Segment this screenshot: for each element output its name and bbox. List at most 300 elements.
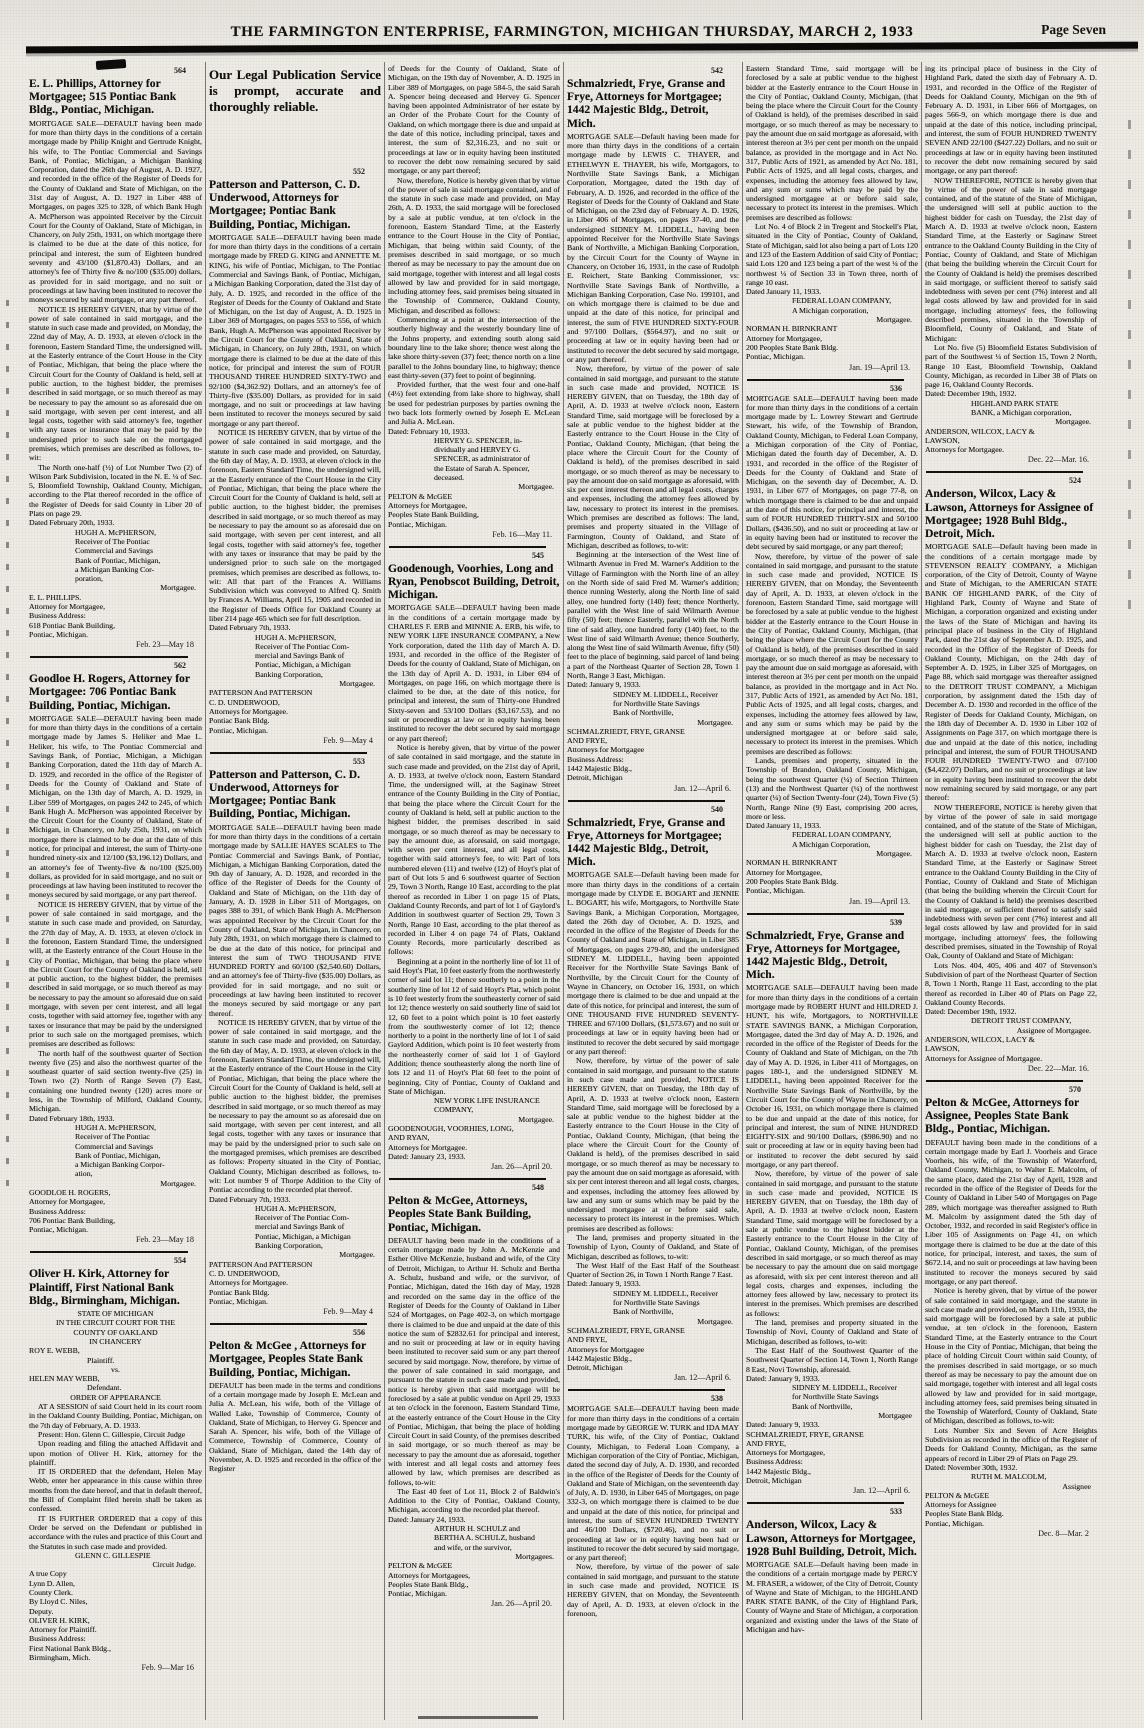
caption-party-role: Plaintiff.	[87, 1355, 115, 1365]
notice-paragraph: Lot No. 4 of Block 2 in Tregent and Stockell's Plat, situated in the City of Pontiac, County of Oakland, State of Michigan, said lot also being a part of Lots 120 and 123 of the Eastern Addition of said City of Pontiac; said Lots 120 and 123 being a part of the west ¼ of the northwest ¼ of Section 33 in Town three, north of range 10 east.	[746, 222, 918, 287]
notice-paragraph: Dated: November 30th, 1932.	[925, 1462, 1018, 1472]
notice-number: 536	[890, 383, 902, 393]
notice-paragraph: Now, therefore, Notice is hereby given that by virtue of the power of sale in said mortgage contained, and of the statute in such case made and provided, on May 26th, A. D. 1933, the said mortgage will be foreclosed by a sale at public vendue, at ten o'clock in the forenoon, Eastern Standard Time, at the Easterly entrance to the Court House in the City of Pontiac, Michigan, that being within said County, of the premises described in said mortgage, or so much thereof as may be necessary to pay the amount due on said mortgage, together with interest and all legal costs allowed by law and provided for in said mortgage, including attorney fees, said premises being situated in the Township of Commerce, Oakland County, Michigan, and described as follows:	[388, 175, 560, 315]
attribution-block	[388, 1561, 560, 1598]
signature-line: mercial and Savings Bank of	[255, 1222, 345, 1232]
attribution-line: Detroit, Michigan	[746, 1476, 802, 1486]
notice-paragraph: Dated February 7th, 1933.	[209, 1194, 291, 1204]
notice-paragraph: Dated: February 10, 1933.	[388, 426, 470, 436]
attribution-line: Attorneys for Mortgagee.	[925, 445, 1005, 455]
signature-line: Banking Corporation,	[255, 669, 323, 679]
publication-dates: Jan. 26—April 20.	[491, 1162, 552, 1172]
signature-line: COMPANY,	[434, 1105, 474, 1115]
attribution-line: Attorneys for Mortgagee,	[388, 500, 468, 510]
notice-paragraph: Now, therefore, by virtue of the power of sale contained in said mortgage, and pursuant to the statute in such case made and provided, NOTICE IS HEREBY GIVEN, that on Monday, the Seventeenth day of April, A. D. 1933, at eleven o'clock in the forenoon, Eastern Standard Time, said mortgage will be foreclosed by a sale at public vendue to the highest bidder at the Easterly entrance to the Court House in the City of Pontiac, Oakland County, Michigan, (that being the place where the Circuit Court for the County of Oakland is held), of the premises described in said mortgage, or so much thereof as may be necessary to pay the amount due on said mortgage as aforesaid, with interest thereon at 3½ per cent per month on the unpaid balance, as provided in the mortgage and in Act No. 317, Public Acts of 1921, as amended by Act No. 181, Public Acts of 1925, and all legal costs, charges, and expenses, including the attorney fees allowed by law, and any sum or sums which may be paid by the undersigned mortgagee at or before said sale, necessary to protect its interest in the premises. Which premises are described as follows:	[746, 551, 918, 756]
signature-line: dividually and HERVEY G.	[434, 445, 521, 455]
column-4	[563, 62, 742, 1720]
signature-role: Mortgagee.	[697, 1316, 733, 1326]
publication-dates: Dec. 22—Mar. 16.	[1027, 455, 1089, 465]
notice-paragraph: Dated: December 19th, 1932.	[925, 1007, 1017, 1017]
notice-paragraph: Dated February 7th, 1933.	[209, 623, 291, 633]
notice-paragraph: MORTGAGE SALE—DEFAULT having been made for more than thirty days in the conditions of a certain mortgage made by GEORGE W. TURK and IDA MAY TURK, his wife, of the City of Pontiac, Oakland County, Michigan, to Federal Loan Company, a Michigan corporation of the City of Pontiac, Michigan, dated the second day of July, A. D. 1930, and recorded in the office of the Register of Deeds for the County of Oakland and State of Michigan, on the seventeenth day of July, A. D. 1930, in Liber 645 of Mortgages, on page 332-3, on which mortgage there is claimed to be due and unpaid at the date of this notice, for principal and interest, the sum of SEVEN HUNDRED TWENTY and 46/100 Dollars, ($720.46), and no suit or proceeding at law or in equity having been had or instituted to recover the debt secured by said mortgage, or any part thereof;	[567, 1404, 739, 1563]
notice-number: 539	[890, 917, 902, 927]
publication-dates: Jan. 12—April 6.	[674, 1373, 731, 1383]
header-rule	[26, 42, 1138, 54]
attribution-block	[209, 1260, 381, 1306]
notice-heading: Schmalzriedt, Frye, Granse and Frye, Attorneys for Mortgagee, 1442 Majestic Bldg., Detroit, Mich.	[746, 928, 905, 982]
signature-role: Mortgagee.	[518, 482, 554, 492]
notice-paragraph: MORTGAGE SALE—DEFAULT having been made in the conditions of a certain mortgage made by CHARLES F. ERB and MINNIE A. ERB, his wife, to NEW YORK LIFE INSURANCE COMPANY, a New York corporation, dated the 11th day of March A. D. 1931, and recorded in the office of the Register of Deeds for the county of Oakland, State of Michigan, on the 13th day of April A. D. 1931, in Liber 694 of Mortgages, on page 166, on which mortgage there is claimed to be due, at the date of this notice, for principal and interest, the sum of Thirty-one Hundred Sixty-seven and 53/100 Dollars ($3,167.53), and no suit or proceedings at law or in equity having been instituted to recover the debt secured by said mortgage or any part thereof;	[388, 603, 560, 743]
attribution-block	[388, 1124, 560, 1161]
attribution-block	[925, 1035, 1097, 1063]
notice-paragraph: The north half of the southwest quarter of Section twenty five (25) and also the northwest quarter of the southeast quarter of said section twenty-five (25) in Town two (2) North of Range Seven (7) East, containing one hundred twenty (120) acres more or less, in the Township of Milford, Oakland County, Michigan.	[29, 1048, 202, 1114]
notice-paragraph: Now, therefore, by virtue of the power of sale contained in said mortgage, and pursuant to the statute in such case made and provided, NOTICE IS HEREBY GIVEN, that on Tuesday, the 18th day of April, A. D. 1933 at twelve o'clock noon, Eastern Standard Time, said mortgage will be foreclosed by a sale at public vendue to the highest bidder at the Easterly entrance to the Court House in the City of Pontiac, Oakland County, Michigan, (that being the place where the Circuit Court for the County of Oakland is held), of the premises described in said mortgage, or so much thereof as may be necessary to pay the amount due on said mortgage as aforesaid, with six per cent interest thereon and all legal costs, charges, and expenses, including the attorney fees allowed by law and any sum or sums which may be paid by the undersigned mortgagee at or before said sale, necessary to protect its interest in the premises. Which premises are described as follows:	[567, 1056, 739, 1233]
notice-heading: Schmalzriedt, Frye, Granse and Frye, Attorneys for Mortgagee; 1442 Majestic Bldg., Detroit, Mich.	[567, 77, 726, 130]
signature-line: SIDNEY M. LIDDELL, Receiver	[613, 1288, 718, 1298]
attribution-line: Attorneys for Mortgagee.	[209, 706, 289, 716]
notice-paragraph: Provided further, that the west four and one-half (4½) feet extending from lake shore to highway, shall be used for pedestrian purposes by parties owning the two back lots formerly owned by Joseph E. McLean and Julia A. McLean.	[388, 380, 560, 427]
notice-heading: Oliver H. Kirk, Attorney for Plaintiff, First National Bank Bldg., Birmingham, Michigan.	[29, 1267, 180, 1307]
signature-line: HERVEY G. SPENCER, in-	[434, 435, 523, 445]
signature-line: for Northville State Savings	[613, 1298, 700, 1308]
signature-line: SPENCER, as administrator of	[434, 454, 530, 464]
attribution-block	[209, 688, 381, 734]
notice-paragraph: Lands, premises and property, situated in the Township of Brandon, Oakland County, Michigan, being the southwest Quarter (¼) of Section Thirteen (13) and the Northwest Quarter (¼) of the northwest quarter (¼) of Section Twenty-four (24), Town Five (5) North, Range Nine (9) East, comprising 200 acres, more or less.	[746, 756, 918, 821]
signature-role: Mortgagee.	[876, 849, 912, 859]
signature-block	[746, 1383, 918, 1420]
attribution-line: Pontiac, Michigan.	[29, 1225, 88, 1235]
notice-paragraph: NOW THEREFORE, NOTICE is hereby given that by virtue of the power of sale in said mortgage contained, and of the statute of the State of Michigan, the undersigned will sell at public auction to the highest bidder for cash on Tuesday, the 21st day of March A. D. 1933 at twelve o'clock noon, Eastern Standard Time, at the Easterly or Saginaw Street entrance to the Oakland County Building in the City of Pontiac, County of Oakland, and State of Michigan (that being the building wherein the Circuit Court for the County of Oakland is held) the premises described in said mortgage, or sufficient thereof to satisfy said indebtedness with seven per cent (7%) interest and all legal costs allowed by law and provided for in said mortgage, including attorneys' fees, the following described premises, situated in the Township of Bloomfield, County of Oakland, and State of Michigan:	[925, 175, 1097, 343]
notice-heading: Anderson, Wilcox, Lacy & Lawson, Attorneys for Assignee of Mortgagee; 1928 Buhl Bldg., Detroit, Mich.	[925, 487, 1094, 541]
attribution-line: A true Copy	[29, 1569, 67, 1579]
notice-paragraph: Lots Nos. 404, 405, 406 and 407 of Stevenson's Subdivision of part of the Northeast Quarter of Section 8, Town 1 North, Range 11 East, according to the plat thereof as recorded in Liber 40 of Plats on Page 22, Oakland County Records.	[925, 960, 1097, 1007]
attribution-block	[388, 492, 560, 529]
notice-paragraph: Dated February 20th, 1933.	[29, 518, 115, 528]
attribution-line: Business Address:	[746, 1457, 803, 1467]
notice-paragraph: Notice is hereby given, that by virtue of the power of sale contained in said mortgage, and the statute in such case made and provided, on March 11th, 1933, the said mortgage will be foreclosed by a sale at public vendue, at ten o'clock in the forenoon, Eastern Standard Time, at the Easterly entrance to the Court House in the City of Pontiac, Michigan, that being the place of holding Circuit Court within said County, of the premises described in said mortgage, or so much thereof as may be necessary to pay the amount due on said mortgage, together with interest and all legal costs allowed by law and provided for in said mortgage, including attorney fees, said premises being situated in the Township of Waterford, County of Oakland, State of Michigan, described as follows, to-wit:	[925, 1286, 1097, 1426]
attribution-line: PELTON & McGEE	[388, 491, 453, 501]
signature-line: a Michigan Banking Cor-	[75, 564, 155, 574]
signature-line: poration,	[75, 574, 103, 584]
notice-paragraph: ing its principal place of business in the City of Highland Park, dated the sixth day of February A. D. 1931, and recorded in the Office of the Register of Deeds for Oakland County, Michigan on the 9th of February A. D. 1931, in Liber 666 of Mortgages, on pages 566-9, on which mortgage there is due and unpaid at the date of this notice, including principal, and interest, the sum of FOUR HUNDRED TWENTY SEVEN AND 22/100 ($427.22) Dollars, and no suit or proceedings at law or in equity having been instituted to recover the debt now remaining secured by said mortgage, or any part thereof:	[925, 64, 1097, 176]
attribution-block	[925, 427, 1097, 455]
attribution-line: AND FRYE,	[567, 1335, 608, 1345]
signature-role: Mortgagee.	[876, 315, 912, 325]
signature-line: HUGH A. McPHERSON,	[75, 527, 157, 537]
attribution-block	[925, 1491, 1097, 1528]
notice-divider	[389, 546, 546, 548]
attribution-line: Pontiac Bank Bldg.	[209, 1287, 270, 1297]
caption-line: STATE OF MICHIGAN	[77, 1309, 154, 1319]
signature-line: SIDNEY M. LIDDELL, Receiver	[792, 1383, 897, 1393]
notice-paragraph: of Deeds for the County of Oakland, State of Michigan, on the 19th day of November, A. D. 1925 in Liber 389 of Mortgages, on page 584-5, the said Sarah A. Spencer being deceased and Hervey G. Spencer having been appointed Administrator of her estate by an Order of the Probate Court for the County of Oakland, on which mortgage there is due and unpaid at the date of this notice, including principal, taxes and interest, the sum of $2,316.23, and no suit or proceedings at law or in equity having been instituted to recover the debt now remaining secured by said mortgage, or any part thereof;	[388, 64, 560, 176]
signature-block	[209, 1204, 381, 1260]
attribution-line: ANDERSON, WILCOX, LACY &	[925, 426, 1035, 436]
signature-line: for Northville State Savings	[792, 1392, 879, 1402]
attribution-line: Attorney for Mortgagee,	[746, 867, 823, 877]
signature-line: Bank of Northville,	[613, 708, 674, 718]
notice-paragraph: Dated: January 24, 1933.	[388, 1514, 466, 1524]
notice-divider	[210, 752, 367, 754]
attribution-line: 1442 Majestic Bldg.,	[567, 764, 633, 773]
signature-line: a Michigan Banking Corpor-	[75, 1160, 165, 1170]
attribution-line: Pontiac, Michigan.	[209, 1296, 268, 1306]
notice-paragraph: Eastern Standard Time, said mortgage will be foreclosed by a sale at public vendue to the highest bidder at the Easterly entrance to the Court House in the City of Pontiac, Oakland County, Michigan, (that being the place where the Circuit Court for the County of Oakland is held), of the premises described in said mortgage, or so much thereof as may be necessary to pay the amount due on said mortgage as aforesaid, with interest thereon at 3½ per cent per month on the unpaid balance, as provided in the mortgage and in Act No. 317, Public Acts of 1921, as amended by Act No. 181, Public Acts of 1925, and all legal costs, charges, and expenses, including the attorney fees allowed by law, and any sum or sums which may be paid by the undersigned mortgagee at or before said sale, necessary to protect its interest in the premises. Which premises are described as follows:	[746, 64, 918, 222]
notice-divider	[568, 800, 725, 802]
notice-paragraph: MORTGAGE SALE—DEFAULT having been made for more than thirty days in the conditions of a certain mortgage made by SALLIE HAYES SCALES to The Pontiac Commercial and Savings Bank, of Pontiac, Michigan, a Michigan Banking Corporation, dated the 9th day of January, A. D. 1928, and recorded in the office of the Register of Deeds for the County of Oakland and State of Michigan, on the 11th day of January, A. D. 1928 in Liber 511 of Mortgages, on pages 388 to 391, of which Bank Hugh A. McPherson was appointed Receiver by the Circuit Court for the County of Oakland, State of Michigan, in Chancery, on July 28th, 1931, on which mortgage there is claimed to be due at the date of this notice, for principal and interest the sum of TWO THOUSAND FIVE HUNDRED FORTY and 60/100 ($2,540.60) Dollars, and an attorney's fee of Thirty-five ($35.00) Dollars, as provided for in said mortgage, and no suit or proceedings at law having been instituted to recover the moneys secured by said mortgage or any part thereof.	[209, 822, 381, 1018]
notice-heading: Pelton & McGee, Attorneys, Peoples State Bank Building, Pontiac, Michigan.	[388, 1194, 532, 1234]
signature-line: deceased.	[434, 473, 465, 483]
attribution-line: Detroit, Michigan	[567, 773, 623, 783]
attribution-line: Attorneys for Mortgagee	[567, 745, 645, 755]
attribution-line: LAWSON,	[925, 435, 960, 445]
notice-paragraph: Present: Hon. Glenn C. Gillespie, Circuit Judge	[38, 1429, 186, 1439]
signature-line: Commercial and Savings	[75, 546, 153, 556]
notice-heading: Goodloe H. Rogers, Attorney for Mortgagee: 706 Pontiac Bank Building, Pontiac, Michigan.	[29, 672, 190, 712]
signature-block	[925, 1472, 1097, 1491]
notice-paragraph: Dated: January 9, 1933.	[746, 1420, 820, 1430]
attribution-line: Attorneys for Mortgagee,	[746, 1448, 826, 1458]
notice-paragraph: Beginning at a point in the northerly line of lot 11 of said Hoyt's Plat, 10 feet easterly from the northwesterly corner of said lot 11; thence southerly to a point in the southerly line of lot 12 of said Hoyt's Plat, which point is 10 feet westerly from the southeasterly corner of said lot 12; thence westerly on said southerly line of said lot 12, 60 feet to a point which point is 10 feet easterly from the southwesterly corner of lot 12; thence northerly to a point in the northerly line of lot 1 of said Gaylord Addition, which point is 10 feet westerly from the northeasterly corner of said lot 1 of Gaylord Addition; thence southeasterly along the north line of lots 12 and 11 of Hoyt's Plat 60 feet to the point of beginning, City of Pontiac, County of Oakland and State of Michigan.	[388, 956, 560, 1096]
page-header	[0, 0, 1144, 56]
column-5	[742, 62, 921, 1720]
signature-block	[567, 1289, 739, 1326]
attribution-line: Attorneys for Mortgagees,	[388, 1570, 471, 1580]
notice-divider	[30, 656, 188, 658]
notice-paragraph: MORTGAGE SALE—DEFAULT having been made for more than thirty days in the conditions of a certain mortgage made by L. Lowrey Stewart and Gertrude Stewart, his wife, of the Township of Brandon, Oakland County, Michigan, to Federal Loan Company, a Michigan corporation of the City of Pontiac, Michigan dated the fourth day of December, A. D. 1931, and recorded in the office of the Register of Deeds for the County of Oakland and State of Michigan, on the seventh day of December, A. D. 1931, in Liber 677 of Mortgages, on page 77-8, on which mortgage there is claimed to be due and unpaid at the date of this notice, for principal and interest, the sum of FOUR HUNDRED THIRTY-SIX and 50/100 Dollars, ($436.50), and no suit or proceeding at law or in equity having been had or instituted to recover the debt secured by said mortgage, or any part thereof;	[746, 393, 918, 552]
signature-line: for Northville State Savings	[613, 698, 700, 708]
notice-paragraph: NOTICE IS HEREBY GIVEN, that by virtue of the power of sale contained in said mortgage, and the statute in such case made and provided, on Saturday, the 6th day of May, A. D. 1933, at eleven o'clock in the forenoon, Eastern Standard Time, the undersigned will, at the Easterly entrance of the Court House in the City of Pontiac, Michigan, that being the place where the Circuit Court for the County of Oakland is held, sell at public auction to the highest bidder, the premises described in said mortgage, or so much thereof as may be necessary to pay the amount so as aforesaid due on said mortgage, with seven per cent interest, and all legal costs, together with any taxes or insurance that may be paid by the undersigned prior to such sale on the mortgaged premises, which premises are described as follows: Property situated in the City of Pontiac, Oakland County, Michigan described as follows, to-wit: Lot number 9 of Thorpe Addition to the City of Pontiac according to the recorded plat thereof.	[209, 1017, 381, 1195]
signature-line: FEDERAL LOAN COMPANY,	[792, 296, 892, 306]
notice-paragraph: DEFAULT having been made in the conditions of a certain mortgage made by John A. McKenzie and Esther Olive McKenzie, husband and wife, of the City of Detroit, Michigan, to Arthur H. Schulz and Bertha A. Schulz, husband and wife, or the survivor, of Pontiac, Michigan, dated the 16th day of May, 1928 and recorded on the same day in the office of the Register of Deeds for the County of Oakland in Liber 524 of Mortgages, on Page 402-3, on which mortgage there is claimed to be due and unpaid at the date of this notice the sum of $2832.61 for principal and interest, and no suit or proceeding at law or in equity having been instituted to recover said sum or any part thereof secured by said mortgage. Now, therefore, by virtue of the power of sale contained in said mortgage, and pursuant to the statute in such case made and provided, notice is hereby given that said mortgage will be foreclosed by a sale at public vendue on April 29, 1933 at ten o'clock in the forenoon, Eastern Standard Time, at the easterly entrance of the Court House in the City of Pontiac, Michigan, that being the place of holding Circuit Court in said County, of the premises described in said mortgage, or so much thereof as may be necessary to pay the amount due as aforesaid, together with interest and all legal costs and attorney fees allowed by law, which premises are described as follows, to-wit:	[388, 1235, 560, 1487]
attribution-line: Pontiac, Michigan.	[388, 519, 447, 529]
attribution-line: Dated: January 23, 1933.	[388, 1151, 466, 1161]
attribution-line: Pontiac Bank Bldg.	[209, 716, 270, 726]
notice-number: 545	[532, 550, 544, 560]
attribution-line: 200 Peoples State Bank Bldg.	[746, 876, 839, 886]
notice-paragraph: Now, therefore, by virtue of the power of sale contained in said mortgage, and pursuant to the statute in such case made and provided, NOTICE IS HEREBY GIVEN, that on Monday, the Seventeenth day of April, A. D. 1933, at eleven o'clock in the forenoon,	[567, 1562, 739, 1618]
signature-line: Pontiac, Michigan, a Michigan	[255, 1231, 351, 1241]
notice-paragraph: The East 40 feet of Lot 11, Block 2 of Baldwin's Addition to the City of Pontiac, Oakland County, Michigan, according to the recorded plat thereof.	[388, 1486, 560, 1515]
signature-line: DETROIT TRUST COMPANY,	[971, 1016, 1072, 1026]
signature-block	[388, 1096, 560, 1124]
column-6	[921, 62, 1100, 1720]
signature-role: Circuit Judge.	[152, 1560, 196, 1570]
attribution-line: Attorneys for Assignee	[925, 1500, 997, 1510]
notice-paragraph: HELEN MAY WEBB,	[29, 1374, 100, 1384]
notice-paragraph: ROY E. WEBB,	[29, 1346, 80, 1356]
notice-heading: Schmalzriedt, Frye, Granse and Frye, Attorneys for Mortgagee; 1442 Majestic Bldg., Detroit, Mich.	[567, 815, 726, 869]
notice-divider	[568, 1389, 725, 1391]
notice-paragraph: Dated February 18th, 1933.	[29, 1113, 115, 1123]
signature-line: mercial and Savings Bank of	[255, 651, 345, 661]
signature-line: Commercial and Savings	[75, 1141, 153, 1151]
attribution-line: Lynn D. Allen,	[29, 1578, 75, 1588]
attribution-line: SCHMALZRIEDT, FRYE, GRANSE	[567, 1325, 685, 1335]
notice-number: 524	[1069, 476, 1081, 486]
signature-line: Receiver of The Pontiac Com-	[255, 641, 350, 651]
signature-line: and wife, or the survivor,	[434, 1542, 512, 1552]
signature-line: HIGHLAND PARK STATE	[971, 398, 1059, 408]
page-number-label: Page Seven	[1041, 22, 1106, 37]
attribution-line: Attorneys for Mortgagee.	[388, 1142, 468, 1152]
notice-paragraph: Beginning at the intersection of the West line of Wilmarth Avenue in Fred M. Warner's Addition to the Village of Farmington with the North line of an alley on the North side of said Fred M. Warner's addition; thence running Westerly, along the North line of said alley, one hundred forty (140) feet; thence Northerly, parallel with the West line of said Wilmarth Avenue fifty (50) feet; thence Easterly, parallel with the North line of said alley, one hundred forty (140) feet, to the West line of said Wilmarth Avenue; thence Southerly, along the West line of said Wilmarth Avenue, fifty (50) feet to the place of beginning, said parcel of land being a part of the Northeast Quarter of Section 28, Town 1 North, Range 3 East, Michigan.	[567, 550, 739, 681]
publication-dates: Feb. 23—May 18	[136, 640, 194, 650]
notice-number: 562	[174, 661, 186, 671]
notice-paragraph: Now, therefore, by virtue of the power of sale contained in said mortgage, and pursuant to the statute in such case made and provided, NOTICE IS HEREBY GIVEN, that on Tuesday, the 18th day of April, A. D. 1933 at twelve o'clock noon, Eastern Standard Time, said mortgage will be foreclosed by a sale at public vendue to the highest bidder at the Easterly entrance to the Court House in the City of Pontiac, Oakland County, Michigan, (that being the place where the Circuit Court for the County of Oakland is held), of the premises described in said mortgage, or so much thereof as may be necessary to pay the amount due on said mortgage as aforesaid, with six per cent interest thereon and all legal costs, charges and expenses, including the attorney fees allowed by law, necessary to protect its interest in the premises. Which premises are described as follows: The land, premises and property situated in the Village of Farmington, County of Oakland, and State of Michigan, described as follows, to-wit:	[567, 364, 739, 550]
notice-number: 556	[353, 1328, 365, 1338]
notice-paragraph: The land, premises and property situated in the Township of Lyon, County of Oakland, and State of Michigan, described as follows, to-wit:	[567, 1232, 739, 1261]
notice-paragraph: MORTGAGE SALE—DEFAULT having been made for more than thirty days in the conditions of a certain mortgage made by ROBERT HUNT and HILDRED J. HUNT, his wife, Mortgagors, to NORTHVILLE STATE SAVINGS BANK, a Michigan Corporation, Mortgagee, dated the 3rd day of May A. D. 1926, and recorded in the office of the Register of Deeds for the County of Oakland and State of Michigan, on the 7th day of May A. D. 1926, in Liber 411 of Mortgages, on pages 180-1, and the undersigned SIDNEY M. LIDDELL, having been appointed Receiver for the Northville State Savings Bank of Northville, by the Circuit Court for the County of Wayne in Chancery, on October 16, 1931, on which mortgage there is claimed to be due and unpaid at the date of this notice, for principal and interest, the sum of NINE HUNDRED EIGHTY-SIX and 90/100 Dollars, ($986.90) and no suit or proceeding at law or in equity having been had or instituted to recover the debt secured by said mortgage, or any part thereof.	[746, 983, 918, 1169]
attribution-block	[746, 1430, 918, 1486]
notice-paragraph: MORTGAGE SALE—Default having been made in the conditions of a certain mortgage made by PERCY M. FRASER, a widower, of the City of Detroit, County of Wayne and State of Michigan, to the HIGHLAND PARK STATE BANK, of the City of Highland Park, County of Wayne and State of Michigan, a corporation organized and existing under the laws of the State of Michigan and hav-	[746, 1559, 918, 1635]
signature-line: Banking Corporation,	[255, 1241, 323, 1251]
attribution-line: 200 Peoples State Bank Bldg.	[746, 342, 839, 352]
attribution-line: Pontiac, Michigan.	[209, 725, 268, 735]
spacer	[209, 119, 381, 165]
signature-role: Assignee	[1062, 1481, 1091, 1491]
attribution-line: 706 Pontiac Bank Building,	[29, 1215, 116, 1225]
publication-dates: Feb. 23—May 18	[136, 1235, 194, 1245]
caption-line: IN THE CIRCUIT COURT FOR THE	[55, 1318, 176, 1328]
signature-line: FEDERAL LOAN COMPANY,	[792, 830, 892, 840]
signature-line: A Michigan Corporation,	[792, 839, 871, 849]
attribution-line: First National Bank Bldg.,	[29, 1643, 111, 1653]
notice-paragraph: Lots Number Six and Seven of Acre Heights Subdivision as recorded in the office of the Register of Deeds for Oakland County, Michigan, as the same appears of record in Liber 29 of Plats on Page 29.	[925, 1425, 1097, 1463]
attribution-line: Pontiac, Michigan.	[29, 629, 88, 639]
signature-block	[925, 1016, 1097, 1035]
attribution-block	[29, 593, 202, 639]
attribution-line: 1442 Majestic Bldg.,	[746, 1466, 812, 1476]
attribution-line: AND RYAN,	[388, 1133, 430, 1143]
signature-line: NEW YORK LIFE INSURANCE	[434, 1096, 540, 1106]
attribution-line: GOODENOUGH, VOORHIES, LONG,	[388, 1124, 514, 1134]
signature-line: the Estate of Sarah A. Spencer,	[434, 463, 530, 473]
signature-line: ARTHUR H. SCHULZ and	[434, 1524, 520, 1534]
notice-number: 554	[174, 1256, 186, 1266]
attribution-line: Attorney for Mortgagee,	[29, 1197, 106, 1207]
signature-line: HUGH A. McPHERSON,	[255, 632, 337, 642]
signature-block	[388, 436, 560, 492]
signature-block	[29, 1551, 202, 1570]
publication-dates: Jan. 19—April 13.	[849, 362, 910, 372]
attribution-line: Attorneys for Mortgagee.	[209, 1278, 289, 1288]
signature-block	[746, 830, 918, 858]
notice-paragraph: MORTGAGE SALE—DEFAULT having been made for more than thirty days in the conditions of a certain mortgage made by James S. Heliker and Mae L. Heliker, his wife, to The Pontiac Commercial and Savings Bank, of Pontiac, Michigan, a Michigan Banking Corporation, dated the 11th day of March A. D. 1929, and recorded in the office of the Register of Deeds for the County of Oakland and State of Michigan, on the 13th day of March, A. D. 1929, in Liber 599 of Mortgages, on pages 242 to 245, of which Bank Hugh A. McPherson was appointed Receiver by the Circuit Court for the County of Oakland, State of Michigan, in Chancery, on July 25th, 1931, on which mortgage there is claimed to be due at the date of this notice, for principal and interest, the sum of Thirty-one hundred ninety-six and 12/100 ($3,196.12) Dollars, and an attorney's fee of Twenty-five & no/100 ($25.00) dollars, as provided for in said mortgage, and no suit or proceedings at law having been instituted to recover the moneys secured by said mortgage, or any part thereof.	[29, 713, 202, 900]
signature-line: HUGH A. McPHERSON,	[75, 1122, 157, 1132]
notice-heading: Patterson and Patterson, C. D. Underwood, Attorneys for Mortgagee; Pontiac Bank Building, Pontiac, Michigan.	[209, 767, 361, 821]
attribution-block	[29, 1569, 202, 1662]
publication-dates: Jan. 12—April 6.	[853, 1486, 910, 1496]
attribution-line: Detroit, Michigan	[567, 1363, 623, 1373]
publication-dates: Jan. 12—April 6.	[674, 783, 731, 793]
signature-role: Mortgagee.	[697, 717, 733, 727]
promo-blurb: Our Legal Publication Service is prompt, accurate and thoroughly reliable.	[209, 67, 381, 114]
attribution-line: Pontiac, Michigan.	[746, 886, 805, 896]
notice-paragraph: Dated January 11, 1933.	[746, 287, 822, 297]
notice-paragraph: AT A SESSION of said Court held in its court room in the Oakland County Building, Pontiac, Michigan, on the 7th day of February, A. D. 1933.	[29, 1402, 202, 1430]
attribution-line: Pontiac, Michigan.	[388, 1589, 447, 1599]
attribution-line: NORMAN H. BIRNKRANT	[746, 324, 838, 334]
attribution-line: PELTON & McGEE	[388, 1561, 453, 1571]
notice-heading: Pelton & McGee, Attorneys for Assignee, Peoples State Bank Bldg., Pontiac, Michigan.	[925, 1095, 1079, 1136]
caption-line: vs.	[111, 1364, 120, 1374]
notice-paragraph: DEFAULT having been made in the conditions of a certain mortgage made by Earl J. Voorheis and Grace Voorheis, his wife, of the Township of Waterford, Oakland County, Michigan, to Walter E. Malcolm, of the same place, dated the 21st day of April, 1928 and recorded in the office of the Register of Deeds for the County of Oakland in Liber 540 of Mortgages on Page 289, which mortgage was thereafter assigned to Ruth M. Malcolm by assignment dated the 5th day of October, 1932, and recorded in said Register's office in Liber 105 of Assignments on Page 41, on which mortgage there is claimed to be due at the date of this notice, for principal, interest, and taxes, the sum of $672.14, and no suit or proceedings at law having been instituted to recover the moneys secured by said mortgage, or any part thereof.	[925, 1137, 1097, 1286]
notice-paragraph: NOTICE IS HEREBY GIVEN, that by virtue of the power of sale contained in said mortgage, and the statute in such case made and provided, on Saturday, the 6th day of May, A. D. 1933, at eleven o'clock in the forenoon, Eastern Standard Time, the undersigned will, at the Easterly entrance of the Court House in the City of Pontiac, Michigan, that being the place where the Circuit Court for the County of Oakland is held, sell at public auction, to the highest bidder, the premises described in said mortgage, or so much thereof as may be necessary to pay the amount so as aforesaid due on said mortgage, with seven per cent interest, and all legal costs, together with said attorney's fee, together with any taxes or insurance that may be paid by the undersigned prior to such sale on the mortgaged premises, which premises are described as follows, to-wit: All that part of the Frances A. Williams Subdivision which was conveyed to Alfred Q. Smith by Frances A. Williams, April 15, 1905 and recorded in the Register of Deeds Office for Oakland County at liber 214 page 465 which see for full description.	[209, 428, 381, 623]
notice-number: 538	[711, 1394, 723, 1404]
signature-line: Bank of Northville,	[792, 1401, 853, 1411]
attribution-line: PATTERSON And PATTERSON	[209, 1259, 313, 1269]
publication-dates: Feb. 9—Mar 16	[141, 1663, 194, 1673]
signature-line: Receiver of The Pontiac	[75, 1132, 150, 1142]
attribution-line: 1442 Majestic Bldg.,	[567, 1353, 633, 1363]
signature-role: Mortgagee.	[518, 1114, 554, 1124]
notice-number: 542	[711, 66, 723, 75]
publication-dates: Jan. 26—April 20.	[491, 1599, 552, 1609]
signature-line: RUTH M. MALCOLM,	[971, 1472, 1047, 1482]
signature-line: A Michigan corporation,	[792, 305, 869, 315]
attribution-line: Business Address:	[29, 1206, 86, 1216]
notice-paragraph: NOW THEREFORE, NOTICE is hereby given that by virtue of the power of sale in said mortgage contained, and of the statute of the State of Michigan, the undersigned will sell at public auction to the highest bidder for cash on Tuesday, the 21st day of March A. D. 1933 at twelve o'clock noon, Eastern Standard Time, at the Easterly or Saginaw Street entrance to the Oakland County Building in the City of Pontiac, County of Oakland and State of Michigan (that being the building wherein the Circuit Court for the County of Oakland is held) the premises described in said mortgage, or sufficient thereof to satisfy said indebtedness with seven per cent (7%) interest and all legal costs allowed by law and provided for in said mortgage, including attorneys' fees, the following described premises, situated in the Township of Royal Oak, County of Oakland and State of Michigan:	[925, 802, 1097, 961]
notice-paragraph: IT IS FURTHER ORDERED that a copy of this Order be served on the Defendant or published in accordance with the rules and practice of this Court and the Statutes in such case made and provided.	[29, 1513, 202, 1551]
attribution-line: C. D. UNDERWOOD,	[209, 1268, 280, 1278]
signature-line: ation,	[75, 1169, 93, 1179]
notice-divider	[747, 379, 904, 381]
notice-paragraph: Upon reading and filing the attached Affidavit and upon motion of Oliver H. Kirk, attorney for the plaintiff.	[29, 1439, 202, 1467]
attribution-line: Business Address:	[29, 611, 86, 621]
attribution-line: Attorneys for Assignee of Mortgagee.	[925, 1053, 1043, 1063]
attribution-line: LAWSON,	[925, 1044, 960, 1054]
notice-number: 548	[532, 1183, 544, 1193]
notice-divider	[926, 471, 1083, 473]
signature-role: Mortgagee.	[339, 679, 375, 689]
attribution-line: Attorney for Plaintiff.	[29, 1625, 97, 1635]
column-2	[205, 62, 384, 1720]
attribution-line: PELTON & McGEE	[925, 1490, 990, 1500]
signature-role: Assignee of Mortgagee.	[1016, 1025, 1091, 1035]
attribution-line: Peoples State Bank Bldg.,	[388, 1579, 469, 1589]
signature-block	[746, 296, 918, 324]
attribution-line: ANDERSON, WILCOX, LACY &	[925, 1035, 1035, 1045]
notice-paragraph: IT IS ORDERED that the defendant, Helen May Webb, enter her appearance in this cause within three months from the date hereof, and that in default thereof, the Bill of Complaint filed herein shall be taken as confessed.	[29, 1467, 202, 1514]
publication-dates: Feb. 9—May 4	[323, 735, 373, 745]
publication-dates: Feb. 9—May 4	[323, 1307, 373, 1317]
attribution-line: Deputy.	[29, 1606, 54, 1616]
signature-block	[29, 528, 202, 593]
signature-role: Mortgagee.	[160, 1178, 196, 1188]
attribution-line: Business Address:	[29, 1634, 86, 1644]
notice-heading: Anderson, Wilcox, Lacy & Lawson, Attorneys for Mortgagee, 1928 Buhl Building, Detroit, Mich.	[746, 1518, 917, 1558]
notice-paragraph: NOTICE IS HEREBY GIVEN, that by virtue of the power of sale contained in said mortgage, and the statute in such case made and provided, on Monday, the 22nd day of May, A. D. 1933, at eleven o'clock in the forenoon, Eastern Standard Time, the undersigned will, at the Easterly entrance of the Court House in the City of Pontiac, Michigan, that being the place where the Circuit Court for the County of Oakland is held, sell at public auction, to the highest bidder, the premises described in said mortgage, or so much thereof as may be necessary to pay the amount so as aforesaid due on said mortgage, with seven per cent interest, and all legal costs, together with said attorney's fee, together with any taxes or insurance that may be paid by the undersigned prior to such sale on the mortgaged premises, which premises are described as follows, to-wit:	[29, 304, 202, 463]
attribution-line: E. L. PHILLIPS.	[29, 592, 82, 602]
notice-paragraph: Notice is hereby given, that by virtue of the power of sale contained in said mortgage, and the statute in such case made and provided, on the 21st day of April, A. D. 1933, at twelve o'clock noon, Eastern Standard Time, the undersigned will, at the Saginaw Street entrance of the County Building in the City of Pontiac, that being the place where the Circuit Court for the county of Oakland is held, sell at public auction to the highest bidder, the premises described in said mortgage, or so much thereof as may be necessary to pay the amount due, as aforesaid, on said mortgage, with seven per cent interest, and all legal costs, together with said attorney's fee, to wit: Part of lots numbered eleven (11) and twelve (12) of Hoyt's plat of part of Out lots 5 and 6 southwest quarter of Section 29, Town 3 North, Range 10 East, according to the plat thereof as recorded in Liber 1 on page 15 of Plats, Oakland County Records, and part of lot 1 of Gaylord's Addition in southwest quarter of Section 29, Town 3 North, Range 10 East, according to the plat thereof as recorded in Liber 4 on page 74 of Plats, Oakland County Records, more particularly described as follows:	[388, 742, 560, 957]
attribution-line: NORMAN H. BIRNKRANT	[746, 858, 838, 868]
notice-heading: Patterson and Patterson, C. D. Underwood, Attorneys for Mortgagee; Pontiac Bank Building, Pontiac, Michigan.	[209, 178, 361, 231]
notice-heading: Pelton & McGee , Attorneys for Mortgagee, Peoples State Bank Building, Pontiac, Michigan.	[209, 1339, 366, 1379]
attribution-block	[746, 858, 918, 895]
attribution-line: By Lloyd C. Niles,	[29, 1597, 88, 1607]
signature-role: Mortgagees.	[515, 1551, 554, 1561]
signature-line: Bank of Pontiac, Michigan,	[75, 1150, 161, 1160]
attribution-line: SCHMALZRIEDT, FRYE, GRANSE	[567, 726, 685, 736]
attribution-line: Business Address:	[567, 754, 624, 764]
notice-paragraph: MORTGAGE SALE—DEFAULT having been made for more than thirty days in the conditions of a certain mortgage made by Philip Knight and Gertrude Knight, his wife, to The Pontiac Commercial and Savings Bank, of Pontiac, Michigan, a Michigan Banking Corporation, dated the 26th day of August, A. D. 1927, and recorded in the office of the Register of Deeds for the County of Oakland and State of Michigan, on the 31st day of August, A. D. 1927 in Liber 488 of Mortgages, on pages 325 to 328, of which Bank Hugh A. McPherson was appointed Receiver by the Circuit Court for the County of Oakland, State of Michigan, in Chancery, on July 25th, 1931, on which mortgage there is claimed to be due at the date of this notice, for principal and interest, the sum of Eighteen hundred seventy and 43/100 ($1,870.43) Dollars, and an attorney's fee of Thirty five & no/100 ($35.00) dollars, as provided for in said mortgage, and no suit or proceedings at law having been instituted to recover the moneys secured by said mortgage, or any part thereof.	[29, 118, 202, 305]
notice-paragraph: Now, therefore, by virtue of the power of sale contained in said mortgage, and pursuant to the statute in such case made and provided, NOTICE IS HEREBY GIVEN, that on Tuesday, the 18th day of April, A. D. 1933 at twelve o'clock noon, Eastern Standard Time, said mortgage will be foreclosed by a sale at public vendue to the highest bidder at the Easterly entrance to the Court House in the City of Pontiac, Oakland County, Michigan, of the premises described in said mortgage, or so much thereof as may be necessary to pay the amount due on said mortgage as aforesaid, with six per cent interest thereon and all legal costs, charges and expenses, including the attorney fees allowed by law, necessary to protect its interest in the premises. Which premises are described as follows:	[746, 1169, 918, 1318]
notice-number: 533	[890, 1507, 902, 1517]
attribution-line: Birmingham, Mich.	[29, 1653, 91, 1663]
notice-paragraph: MORTGAGE SALE—Default having been made for more than thirty days in the conditions of a certain mortgage made by LEWIS C. THAYER, and ETHELWYN E. THAYER, his wife, Mortgagors, to Northville State Savings Bank, a Michigan Corporation, Mortgagee, dated the 19th day of February, A. D. 1926, and recorded in the office of the Register of Deeds for the County of Oakland and State of Michigan, on the 23rd day of February A. D. 1926, in Liber 406 of Mortgages, on pages 37-40, and the undersigned SIDNEY M. LIDDELL, having been appointed Receiver for the Northville State Savings Bank of Northville, a Michigan Banking Corporation, by the Circuit Court for the County of Wayne in Chancery, on October 16, 1931, in the case of Rudolph E. Reichert, State Banking Commissioner, vs: Northville State Savings Bank of Northville, a Michigan Banking Corporation, Case No. 199101, and on which mortgage there is claimed to be due and unpaid at the date of this notice, for principal and interest, the sum of FIVE HUNDRED SIXTY-FOUR and 97/100 Dollars, ($564.97), and no suit or proceeding at law or in equity having been had or instituted to recover the debt secured by said mortgage, or any part thereof.	[567, 131, 739, 364]
notice-divider	[747, 1502, 904, 1504]
attribution-block	[746, 324, 918, 361]
attribution-line: Pontiac, Michigan.	[925, 1518, 984, 1528]
notice-paragraph: The land, premises and property situated in the Township of Novi, County of Oakland and State of Michigan, described as follows, to-wit:	[746, 1318, 918, 1346]
column-1	[26, 62, 205, 1720]
publication-dates: Dec. 8—Mar. 2	[1038, 1528, 1089, 1538]
notice-divider	[926, 1080, 1083, 1082]
notice-paragraph: MORTGAGE SALE—DEFAULT having been made for more than thirty days in the conditions of a certain mortgage made by FRED G. KING and ANNETTE M. KING, his wife of Pontiac, Michigan, to The Pontiac Commercial and Savings Bank, of Pontiac, Michigan, a Michigan Banking Corporation, dated the 31st day of July, A. D. 1925, and recorded in the office of the Register of Deeds for the County of Oakland and State of Michigan, on the 1st day of August, A. D. 1925 in Liber 369 of Mortgages, on pages 553 to 556, of which Bank, Hugh A. McPherson was appointed Receiver by the Circuit Court for the County of Oakland, State of Michigan, in Chancery, on July 28th, 1931, on which mortgage there is claimed to be due at the date of this notice, for principal and interest the sum of FOUR THOUSAND THREE HUNDRED SIXTY-TWO and 92/100 ($4,362.92) Dollars, and an attorney's fee of Thirty-five ($35.00) Dollars, as provided for in said mortgage, and no suit or proceedings at law having been instituted to recover the moneys secured by said mortgage or any part thereof.	[209, 232, 381, 428]
signature-line: SIDNEY M. LIDDELL, Receiver	[613, 689, 718, 699]
notice-divider	[210, 1323, 367, 1325]
notice-heading: Goodenough, Voorhies, Long and Ryan, Penobscot Building, Detroit, Michigan.	[388, 561, 560, 602]
notice-heading: E. L. Phillips, Attorney for Mortgagee; 515 Pontiac Bank Bldg., Pontiac, Michigan.	[29, 77, 177, 117]
notice-number: 553	[353, 756, 365, 766]
notice-divider	[747, 913, 904, 915]
attribution-block	[567, 727, 739, 783]
column-area	[26, 62, 1136, 1720]
notice-number: 552	[353, 167, 365, 176]
attribution-line: Attorney for Mortgagee,	[29, 602, 106, 612]
attribution-block	[29, 1188, 202, 1234]
column-3	[384, 62, 563, 1720]
notice-paragraph: The North one-half (½) of Lot Number Two (2) of Wilson Park Subdivision, located in the N. E. ¼ of Sec. 5, Bloomfield Township, Oakland County, Michigan, according to the Plat thereof recorded in the office of the Register of Deeds for said County in Liber 20 of Plats on page 29.	[29, 462, 202, 519]
signature-role: Mortgagee	[878, 1411, 912, 1420]
publication-dates: Dec. 22—Mar. 16.	[1027, 1063, 1089, 1073]
notice-number: 540	[711, 804, 723, 814]
signature-block	[209, 633, 381, 689]
notice-divider	[30, 1251, 188, 1253]
attribution-line: County Clerk.	[29, 1587, 73, 1597]
signature-line: BANK, a Michigan corporation,	[971, 407, 1072, 417]
attribution-line: GOODLOE H. ROGERS,	[29, 1187, 111, 1197]
attribution-line: Attorneys for Mortgagee	[567, 1344, 645, 1354]
attribution-line: PATTERSON And PATTERSON	[209, 688, 313, 698]
caption-party-role: Defendant.	[87, 1383, 122, 1393]
caption-line: COUNTY OF OAKLAND	[73, 1327, 158, 1337]
signature-block	[29, 1123, 202, 1188]
notice-paragraph: NOTICE IS HEREBY GIVEN, that by virtue of the power of sale contained in said mortgage, and the statute in such case made and provided, on Saturday, the 27th day of May, A. D. 1933, at eleven o'clock in the forenoon, Eastern Standard Time, the undersigned will, at the Easterly entrance of the Court House in the City of Pontiac, Michigan, that being the place where the Circuit Court for the County of Oakland is held, sell at public auction, to the highest bidder, the premises described in said mortgage, or so much thereof as may be necessary to pay the amount so aforesaid due on said mortgage, with seven per cent interest, and all legal costs, together with said attorney fee, together with any taxes or insurance that may be paid by the undersigned prior to such sale on the mortgaged premises, which premises are described as follows:	[29, 899, 202, 1049]
signature-block	[925, 399, 1097, 427]
signature-line: Receiver of The Pontiac Com-	[255, 1213, 350, 1223]
notice-paragraph: MORTGAGE SALE—Default having been made for more than thirty days in the conditions of a certain mortgage made by CLYDE E. BOGART and JENNIE L. BOGART, his wife, Mortgagors, to Northville State Savings Bank, a Michigan Corporation, Mortgagee, dated the 26th day of October, A. D. 1925, and recorded in the office of the Register of Deeds for the County of Oakland and State of Michigan, in Liber 385 of Mortgages, on pages 279-80, and the undersigned SIDNEY M. LIDDELL, having been appointed Receiver for the Northville State Savings Bank of Northville, by the Circuit Court for the County of Wayne in Chancery, on October 16, 1931, on which mortgage there is claimed to be due and unpaid at the date of this notice, for principal and interest, the sum of ONE THOUSAND FIVE HUNDRED SEVENTY-THREE and 67/100 Dollars, ($1,573.67) and no suit or proceedings at law or in equity having been had or instituted to recover the debt secured by said mortgage or any part thereof:	[567, 870, 739, 1057]
attribution-line: C. D. UNDERWOOD,	[209, 697, 280, 707]
notice-paragraph: The West Half of the East Half of the Southeast Quarter of Section 26, in Town 1 North Range 7 East.	[567, 1260, 739, 1280]
attribution-line: 618 Pontiac Bank Building,	[29, 620, 116, 630]
attribution-block	[567, 1326, 739, 1372]
notice-number: 564	[174, 66, 186, 75]
attribution-line: OLIVER H. KIRK,	[29, 1615, 90, 1625]
attribution-line: Pontiac, Michigan.	[746, 352, 805, 362]
masthead: THE FARMINGTON ENTERPRISE, FARMINGTON, MICHIGAN THURSDAY, MARCH 2, 1933	[230, 24, 914, 40]
notice-paragraph: Dated: January 9, 1933.	[567, 1279, 641, 1289]
attribution-line: Attorney for Mortgagee,	[746, 333, 823, 343]
attribution-line: Peoples State Bank Bldg.	[925, 1509, 1004, 1519]
notice-paragraph: Dated January 11, 1933.	[746, 821, 822, 831]
notice-paragraph: Dated: December 19th, 1932.	[925, 389, 1017, 399]
notice-paragraph: DEFAULT has been made in the terms and conditions of a certain mortgage made by Joseph E. McLean and Julia A. McLean, his wife, both of the Village of Walled Lake, Township of Commerce, County of Oakland, State of Michigan, to Hervey G. Spencer and Sarah A. Spencer, his wife, both of the Village of Commerce, Township of Commerce, County of Oakland, State of Michigan, dated the 14th day of November, A. D. 1925 and recorded in the office of the Register	[209, 1380, 381, 1474]
notice-number: 570	[1069, 1084, 1081, 1094]
attribution-line: AND FRYE,	[746, 1438, 787, 1448]
signature-line: Receiver of The Pontiac	[75, 536, 150, 546]
